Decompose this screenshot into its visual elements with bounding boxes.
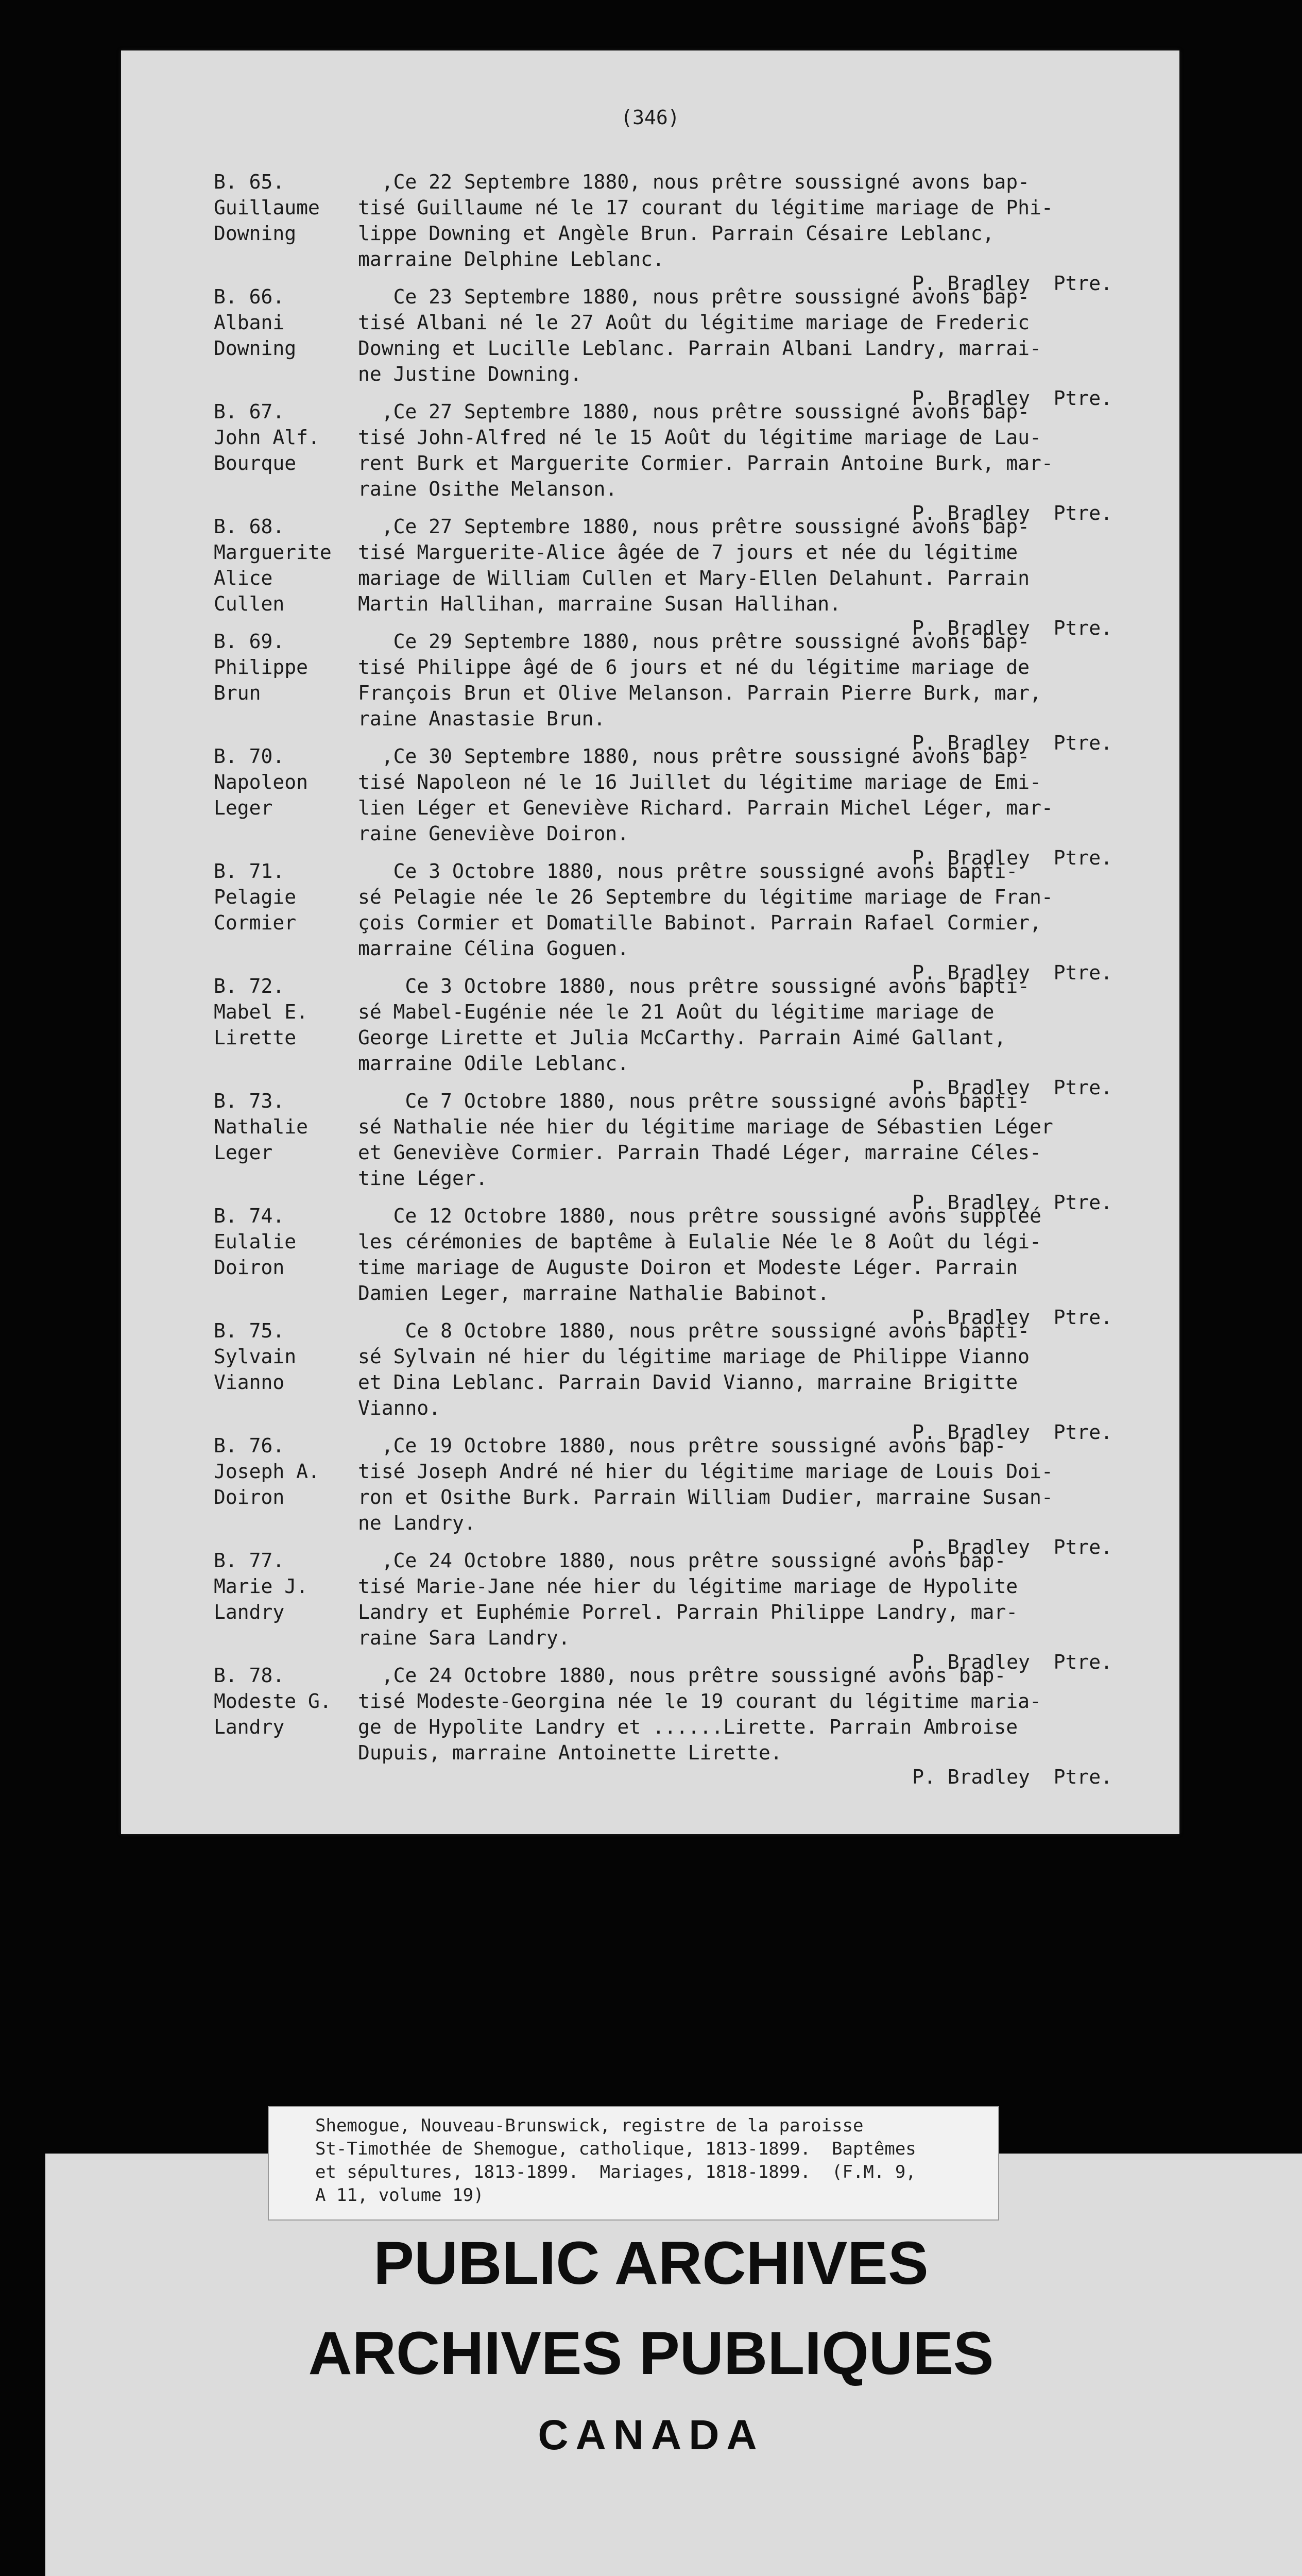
- margin-line: B. 78.: [214, 1664, 285, 1687]
- margin-line: B. 70.: [214, 745, 285, 768]
- entry-margin-label: [214, 743, 353, 821]
- entry-text-line: sé Sylvain né hier du légitime mariage de Philippe Vianno: [358, 1345, 1030, 1368]
- entry-text-line: et Dina Leblanc. Parrain David Vianno, marraine Brigitte: [358, 1371, 1018, 1394]
- margin-line: Albani: [214, 311, 285, 334]
- entry-text-line: tisé Philippe âgé de 6 jours et né du légitime mariage de: [358, 656, 1030, 679]
- entry-text-line: time mariage de Auguste Doiron et Modeste Léger. Parrain: [358, 1256, 1018, 1279]
- entry-text-line: Downing et Lucille Leblanc. Parrain Albani Landry, marrai-: [358, 337, 1041, 360]
- priest-signature: P. Bradley Ptre.: [912, 1536, 1112, 1558]
- priest-signature: P. Bradley Ptre.: [912, 1076, 1112, 1099]
- margin-line: Pelagie: [214, 886, 297, 908]
- margin-line: Nathalie: [214, 1115, 309, 1138]
- entry-margin-label: [214, 284, 353, 361]
- priest-signature: P. Bradley Ptre.: [912, 1191, 1112, 1214]
- margin-line: B. 77.: [214, 1549, 285, 1572]
- entry-text-line: Dupuis, marraine Antoinette Lirette.: [358, 1741, 782, 1764]
- margin-line: Landry: [214, 1716, 285, 1738]
- entry-text: [358, 1203, 1161, 1306]
- priest-signature: P. Bradley Ptre.: [912, 846, 1112, 869]
- entry-margin-label: [214, 973, 353, 1050]
- margin-line: B. 66.: [214, 285, 285, 308]
- entry-text-line: ,Ce 27 Septembre 1880, nous prêtre soussigné avons bap-: [358, 400, 1030, 423]
- entry-text-line: ron et Osithe Burk. Parrain William Dudier, marraine Susan-: [358, 1486, 1053, 1509]
- entry-margin-label: [214, 1548, 353, 1625]
- margin-line: Alice: [214, 567, 273, 589]
- entry-text: [358, 1663, 1161, 1766]
- priest-signature: P. Bradley Ptre.: [912, 1306, 1112, 1329]
- entry-text-line: Ce 3 Octobre 1880, nous prêtre soussigné avons bapti-: [358, 975, 1030, 997]
- archive-source-label: [268, 2106, 999, 2221]
- entry-text-line: Ce 3 Octobre 1880, nous prêtre soussigné avons bapti-: [358, 860, 1018, 883]
- margin-line: B. 69.: [214, 630, 285, 653]
- margin-line: Lirette: [214, 1026, 297, 1049]
- margin-line: Doiron: [214, 1486, 285, 1509]
- margin-line: Modeste G.: [214, 1690, 332, 1713]
- entry-text-line: Ce 23 Septembre 1880, nous prêtre soussigné avons bap-: [358, 285, 1030, 308]
- entry-text: [358, 629, 1161, 732]
- entry-text-line: Ce 8 Octobre 1880, nous prêtre soussigné avons bapti-: [358, 1319, 1030, 1342]
- priest-signature: P. Bradley Ptre.: [912, 272, 1112, 295]
- entry-text-line: ,Ce 24 Octobre 1880, nous prêtre soussigné avons bap-: [358, 1549, 1006, 1572]
- archive-label-line: St-Timothée de Shemogue, catholique, 1813-1899. Baptêmes: [315, 2139, 916, 2159]
- margin-line: B. 65.: [214, 171, 285, 193]
- entry-text-line: raine Anastasie Brun.: [358, 707, 606, 730]
- entry-text-line: sé Mabel-Eugénie née le 21 Août du légitime mariage de: [358, 1001, 995, 1023]
- entry-text-line: Damien Leger, marraine Nathalie Babinot.: [358, 1282, 830, 1304]
- page-number: (346): [621, 106, 680, 129]
- priest-signature: P. Bradley Ptre.: [912, 617, 1112, 639]
- margin-line: Downing: [214, 337, 297, 360]
- entry-text-line: tisé Marguerite-Alice âgée de 7 jours et née du légitime: [358, 541, 1018, 564]
- margin-line: Guillaume: [214, 196, 320, 219]
- entry-text-line: Vianno.: [358, 1397, 441, 1419]
- entry-text-line: sé Nathalie née hier du légitime mariage de Sébastien Léger: [358, 1115, 1053, 1138]
- entry-margin-label: [214, 169, 353, 246]
- entry-text-line: tisé Guillaume né le 17 courant du légitime mariage de Phi-: [358, 196, 1053, 219]
- margin-line: B. 71.: [214, 860, 285, 883]
- archive-heading-country: CANADA: [538, 2412, 764, 2459]
- entry-text-line: raine Sara Landry.: [358, 1626, 570, 1649]
- priest-signature: P. Bradley Ptre.: [912, 1421, 1112, 1444]
- margin-line: Leger: [214, 1141, 273, 1164]
- entry-text-line: tisé Albani né le 27 Août du légitime mariage de Frederic: [358, 311, 1030, 334]
- archive-label-line: Shemogue, Nouveau-Brunswick, registre de la paroisse: [315, 2115, 864, 2136]
- entry-text: [358, 858, 1161, 961]
- entry-text-line: marraine Célina Goguen.: [358, 937, 629, 960]
- entry-text-line: ,Ce 30 Septembre 1880, nous prêtre soussigné avons bap-: [358, 745, 1030, 768]
- priest-signature: P. Bradley Ptre.: [912, 387, 1112, 410]
- archive-heading-french: ARCHIVES PUBLIQUES: [308, 2319, 994, 2387]
- entry-text-line: Martin Hallihan, marraine Susan Hallihan.: [358, 592, 841, 615]
- entry-text-line: les cérémonies de baptême à Eulalie Née le 8 Août du légi-: [358, 1230, 1041, 1253]
- priest-signature: P. Bradley Ptre.: [912, 502, 1112, 524]
- entry-text-line: et Geneviève Cormier. Parrain Thadé Léger, marraine Céles-: [358, 1141, 1041, 1164]
- priest-signature: P. Bradley Ptre.: [912, 1651, 1112, 1673]
- margin-line: Doiron: [214, 1256, 285, 1279]
- margin-line: Marie J.: [214, 1575, 309, 1598]
- margin-line: B. 68.: [214, 515, 285, 538]
- entry-margin-label: [214, 1318, 353, 1395]
- margin-line: Mabel E.: [214, 1001, 309, 1023]
- entry-text-line: ne Justine Downing.: [358, 363, 582, 385]
- entry-margin-label: [214, 514, 353, 617]
- margin-line: B. 72.: [214, 975, 285, 997]
- entry-margin-label: [214, 629, 353, 706]
- margin-line: Bourque: [214, 452, 297, 474]
- entry-text: [358, 169, 1161, 272]
- margin-line: John Alf.: [214, 426, 320, 449]
- entry-text-line: Ce 12 Octobre 1880, nous prêtre soussigné avons suppléé: [358, 1205, 1041, 1227]
- entry-text-line: tisé Joseph André né hier du légitime mariage de Louis Doi-: [358, 1460, 1053, 1483]
- margin-line: Marguerite: [214, 541, 332, 564]
- archive-label-line: et sépultures, 1813-1899. Mariages, 1818-1899. (F.M. 9,: [315, 2162, 916, 2182]
- entry-text-line: tisé John-Alfred né le 15 Août du légitime mariage de Lau-: [358, 426, 1041, 449]
- margin-line: Landry: [214, 1601, 285, 1623]
- margin-line: Vianno: [214, 1371, 285, 1394]
- margin-line: Cullen: [214, 592, 285, 615]
- margin-line: Joseph A.: [214, 1460, 320, 1483]
- entry-text-line: raine Osithe Melanson.: [358, 478, 618, 500]
- entry-text-line: raine Geneviève Doiron.: [358, 822, 629, 845]
- entry-text-line: marraine Odile Leblanc.: [358, 1052, 629, 1075]
- archive-heading-english: PUBLIC ARCHIVES: [373, 2229, 929, 2297]
- margin-line: Leger: [214, 796, 273, 819]
- entry-text: [358, 743, 1161, 846]
- register-page: [121, 50, 1179, 1834]
- entry-text-line: tine Léger.: [358, 1167, 488, 1190]
- margin-line: B. 75.: [214, 1319, 285, 1342]
- entry-margin-label: [214, 399, 353, 476]
- entry-margin-label: [214, 858, 353, 936]
- priest-signature: P. Bradley Ptre.: [912, 961, 1112, 984]
- entry-margin-label: [214, 1203, 353, 1280]
- entry-text-line: ne Landry.: [358, 1512, 476, 1534]
- margin-line: B. 74.: [214, 1205, 285, 1227]
- margin-line: B. 73.: [214, 1090, 285, 1112]
- entry-text-line: George Lirette et Julia McCarthy. Parrain Aimé Gallant,: [358, 1026, 1006, 1049]
- entry-text-line: ,Ce 24 Octobre 1880, nous prêtre soussigné avons bap-: [358, 1664, 1006, 1687]
- entry-text-line: marraine Delphine Leblanc.: [358, 248, 664, 270]
- entry-text: [358, 284, 1161, 387]
- margin-line: Cormier: [214, 911, 297, 934]
- margin-line: Philippe: [214, 656, 309, 679]
- entry-text-line: tisé Napoleon né le 16 Juillet du légitime mariage de Emi-: [358, 771, 1041, 793]
- entry-text-line: ,Ce 27 Septembre 1880, nous prêtre soussigné avons bap-: [358, 515, 1030, 538]
- entry-text-line: François Brun et Olive Melanson. Parrain Pierre Burk, mar,: [358, 682, 1041, 704]
- entry-margin-label: [214, 1433, 353, 1510]
- entry-text: [358, 1088, 1161, 1191]
- margin-line: Eulalie: [214, 1230, 297, 1253]
- entry-text: [358, 1433, 1161, 1536]
- margin-line: B. 76.: [214, 1434, 285, 1457]
- entry-text: [358, 514, 1161, 617]
- entry-margin-label: [214, 1088, 353, 1165]
- margin-line: B. 67.: [214, 400, 285, 423]
- archive-label-line: A 11, volume 19): [315, 2185, 484, 2206]
- entry-text-line: ge de Hypolite Landry et ......Lirette. Parrain Ambroise: [358, 1716, 1018, 1738]
- margin-line: Sylvain: [214, 1345, 297, 1368]
- entry-text-line: Landry et Euphémie Porrel. Parrain Philippe Landry, mar-: [358, 1601, 1018, 1623]
- priest-signature: P. Bradley Ptre.: [912, 1766, 1112, 1788]
- entry-text-line: tisé Marie-Jane née hier du légitime mariage de Hypolite: [358, 1575, 1018, 1598]
- entry-text-line: lippe Downing et Angèle Brun. Parrain Césaire Leblanc,: [358, 222, 995, 245]
- entry-text: [358, 1548, 1161, 1651]
- entry-text-line: ,Ce 19 Octobre 1880, nous prêtre soussigné avons bap-: [358, 1434, 1006, 1457]
- entry-margin-label: [214, 1663, 353, 1740]
- entry-text-line: ,Ce 22 Septembre 1880, nous prêtre soussigné avons bap-: [358, 171, 1030, 193]
- entry-text-line: tisé Modeste-Georgina née le 19 courant du légitime maria-: [358, 1690, 1041, 1713]
- entry-text-line: sé Pelagie née le 26 Septembre du légitime mariage de Fran-: [358, 886, 1053, 908]
- margin-line: Napoleon: [214, 771, 309, 793]
- margin-line: Downing: [214, 222, 297, 245]
- entry-text-line: çois Cormier et Domatille Babinot. Parrain Rafael Cormier,: [358, 911, 1041, 934]
- margin-line: Brun: [214, 682, 261, 704]
- entry-text-line: Ce 29 Septembre 1880, nous prêtre soussigné avons bap-: [358, 630, 1030, 653]
- entry-text: [358, 973, 1161, 1076]
- entry-text-line: Ce 7 Octobre 1880, nous prêtre soussigné avons bapti-: [358, 1090, 1030, 1112]
- entry-text-line: lien Léger et Geneviève Richard. Parrain Michel Léger, mar-: [358, 796, 1053, 819]
- entry-text-line: rent Burk et Marguerite Cormier. Parrain Antoine Burk, mar-: [358, 452, 1053, 474]
- entry-text: [358, 1318, 1161, 1421]
- priest-signature: P. Bradley Ptre.: [912, 732, 1112, 754]
- entry-text: [358, 399, 1161, 502]
- entry-text-line: mariage de William Cullen et Mary-Ellen Delahunt. Parrain: [358, 567, 1030, 589]
